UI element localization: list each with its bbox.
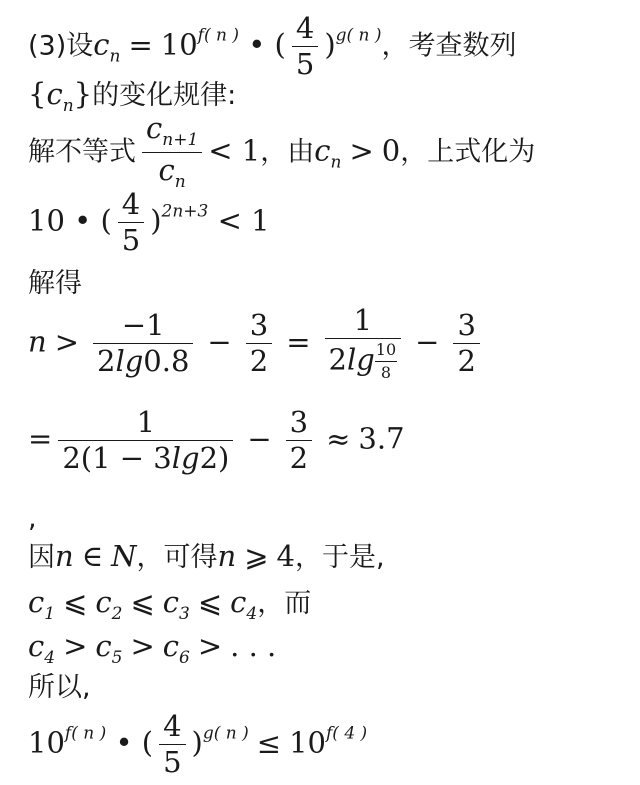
line-1-label: (3)设: [28, 30, 94, 62]
line-8-b: ，可得: [136, 542, 218, 573]
line-8: 因n ∈ N，可得n ⩾ 4，于是,: [28, 539, 385, 573]
line-8-c: ，于是,: [294, 542, 385, 573]
line-11: 所以,: [28, 672, 91, 703]
line-2-tail: 的变化规律:: [92, 80, 237, 111]
line-3-mid: ，由: [260, 136, 315, 168]
line-1-tail: ，考查数列: [381, 30, 517, 62]
line-3: 解不等式 $\frac{c_{n+1}}{c_n}$ < 1，由$c_n > 0$，上式化为: [28, 111, 536, 192]
line-1: (3)设$c_n = 10^{f( n )}$ • ( $\frac{4}{5}$ )$^{g( n )}$，考查数列: [28, 11, 517, 81]
line-10: $c_4 > c_5 > c_6$ > . . .: [28, 629, 277, 668]
line-3-tail: ，上式化为: [400, 136, 536, 168]
line-8-a: 因: [28, 542, 55, 573]
line-3-label: 解不等式: [28, 136, 136, 168]
line-9: $c_1$ ⩽ $c_2$ ⩽ $c_3$ ⩽ $c_4$，而: [28, 585, 312, 624]
line-12: $10^{f( n )}$ • ( $\frac{4}{5}$ )$^{g( n )} \le 10^{f( 4 )}$: [28, 709, 368, 779]
line-comma: ,: [28, 503, 37, 534]
line-2: $\{c_n\}$的变化规律:: [28, 77, 237, 116]
line-5: 解得: [28, 268, 82, 299]
line-9-tail: ，而: [257, 588, 312, 619]
line-6: n > $\frac{-1}{2\lg 0.8}$ − $\frac{3}{2}$ = 1 2lg $\frac{10}{8}$ − $\frac{3}{2}$: [28, 306, 486, 381]
line-4: 10 • ( $\frac{4}{5}$ )$^{2n+3}$ < 1: [28, 187, 270, 257]
line-7: = $\frac{1}{2(1 - 3\lg 2)}$ − $\frac{3}{2}$ ≈ 3.7: [28, 405, 405, 475]
